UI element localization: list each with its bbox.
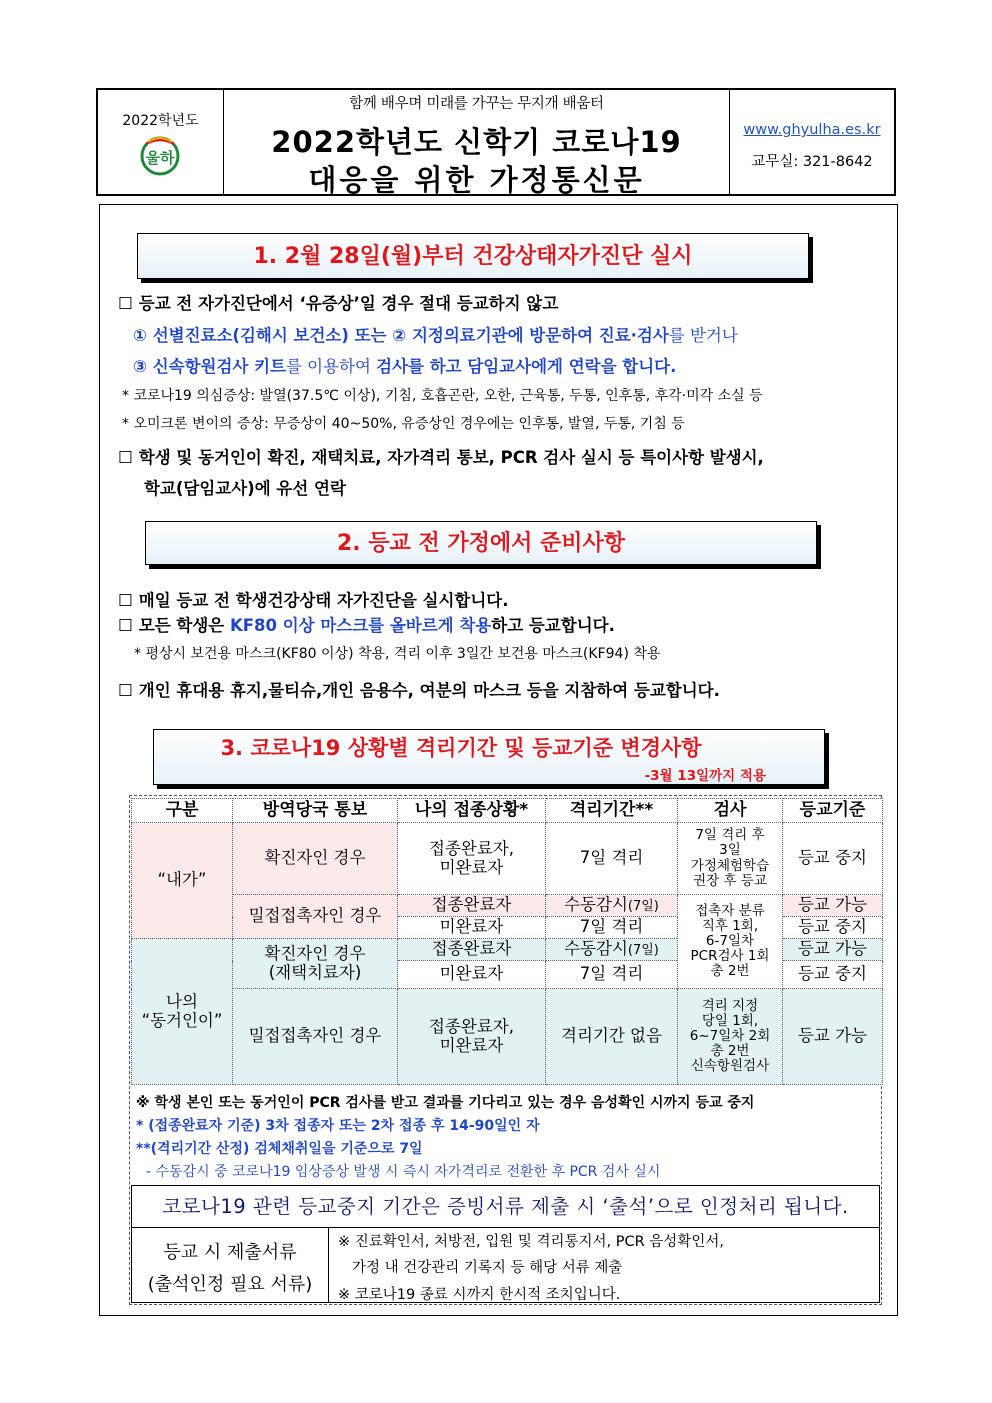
passive-monitoring-days: (7일) [627, 943, 659, 959]
category-cohabitant-line1: 나의 [166, 992, 198, 1012]
documents-label [132, 1228, 329, 1302]
checkbox-icon: ☐ [118, 294, 133, 313]
header-logo-cell [98, 90, 224, 194]
test-contact-line3: 6-7일차 [705, 932, 755, 949]
section3-heading: 3. 코로나19 상황별 격리기간 및 등교기준 변경사항 [220, 736, 702, 760]
documents-line1: ※ 진료확인서, 처방전, 입원 및 격리통지서, PCR 음성확인서, [338, 1234, 724, 1250]
category-cohabitant-line2: “동거인이” [141, 1010, 223, 1030]
col-header-category: 구분 [132, 799, 233, 823]
test-contact-line1: 접촉자 분류 [695, 902, 765, 919]
test-cohab-line3: 6~7일차 2회 [689, 1027, 771, 1044]
note-vaccinated-definition: * (접종완료자 기준) 3차 접종자 또는 2차 접종 후 14-90일인 자 [136, 1118, 540, 1134]
isolation-7days: 7일 격리 [546, 823, 678, 895]
test-cohab-line2: 당일 1회, [701, 1012, 759, 1029]
school-website-link[interactable]: www.ghyulha.es.kr [743, 122, 881, 138]
section1-note2: * 오미크론 변이의 증상: 무증상이 40~50%, 유증상인 경우에는 인후통, 발열, 두통, 기침 등 [122, 416, 685, 432]
notice-confirmed: 확진자인 경우 [233, 823, 398, 895]
vax-done: 접종완료자 [398, 939, 546, 961]
test-cohab-line4: 총 2번 [710, 1043, 750, 1060]
newsletter-header [96, 88, 896, 196]
checkbox-icon: ☐ [118, 448, 133, 467]
contact-teacher-text: 검사를 하고 담임교사에게 연락을 합니다. [376, 357, 677, 376]
section2-item1-text: 매일 등교 전 학생건강상태 자가진단을 실시합니다. [138, 591, 509, 610]
isolation-7days: 7일 격리 [546, 961, 678, 989]
documents-line3: ※ 코로나19 종료 시까지 한시적 조치입니다. [338, 1287, 621, 1303]
table-row [132, 989, 883, 1085]
attendance-allow: 등교 가능 [783, 939, 883, 961]
checkbox-icon: ☐ [118, 681, 133, 700]
quarantine-table [131, 798, 883, 1085]
header-contact-cell [730, 90, 894, 194]
category-me: “내가” [132, 823, 233, 939]
col-header-test: 검사 [678, 799, 783, 823]
notice-confirmed-home [233, 939, 398, 989]
section1-item2-text: 학생 및 동거인이 확진, 재택치료, 자가격리 통보, PCR 검사 실시 등 특이사항 발생시, [138, 448, 764, 467]
section3-subheading: -3월 13일까지 적용 [644, 768, 766, 784]
school-year-label: 2022학년도 [122, 113, 199, 129]
section1-item1-text: 등교 전 자가진단에서 ‘유증상’일 경우 절대 등교하지 않고 [138, 294, 559, 313]
documents-label-line2: (출석인정 필요 서류) [147, 1274, 313, 1295]
category-cohabitant [132, 939, 233, 1085]
section1-item1 [118, 290, 558, 314]
section2-item3 [118, 677, 720, 701]
notice-confirmed-home-line1: 확진자인 경우 [264, 944, 366, 964]
passive-monitoring [546, 895, 678, 917]
passive-monitoring-label: 수동감시 [564, 895, 628, 915]
note-pcr-waiting: ※ 학생 본인 또는 동거인이 PCR 검사를 받고 결과를 기다리고 있는 경우 음성확인 시까지 등교 중지 [136, 1095, 755, 1111]
school-logo-icon [138, 134, 182, 178]
checkbox-icon: ☐ [118, 616, 133, 635]
vax-not: 미완료자 [398, 917, 546, 939]
section1-heading: 1. 2월 28일(월)부터 건강상태자가진단 실시 [137, 233, 809, 279]
vax-both-line1: 접종완료자, [429, 839, 514, 859]
table-row [132, 823, 883, 895]
isolation-7days: 7일 격리 [546, 917, 678, 939]
test-confirmed-line2: 3일 [719, 842, 741, 859]
vax-both-line1: 접종완료자, [429, 1017, 514, 1037]
mask-requirement-text: KF80 이상 마스크를 올바르게 착용 [229, 616, 492, 635]
table-header-row [132, 799, 883, 823]
section2-note: * 평상시 보건용 마스크(KF80 이상) 착용, 격리 이후 3일간 보건용 마스크(KF94) 착용 [134, 646, 661, 662]
vax-not: 미완료자 [398, 961, 546, 989]
section1-item1-line2 [133, 322, 738, 346]
vax-both [398, 823, 546, 895]
school-motto: 함께 배우며 미래를 가꾸는 무지개 배움터 [349, 96, 604, 112]
attendance-documents-box [131, 1185, 880, 1303]
test-contact-line2: 직후 1회, [701, 917, 759, 934]
passive-monitoring-label: 수동감시 [564, 939, 628, 959]
vax-both [398, 989, 546, 1085]
note-passive-monitoring: - 수동감시 중 코로나19 임상증상 발생 시 즉시 자가격리로 전환한 후 PCR 검사 실시 [146, 1164, 661, 1180]
testing-options-suffix: 를 받거나 [668, 326, 738, 345]
section2-item2-prefix: 모든 학생은 [138, 616, 230, 635]
passive-monitoring [546, 939, 678, 961]
rapid-kit-connector: 하여 [339, 357, 377, 376]
attendance-stop: 등교 중지 [783, 917, 883, 939]
documents-list [330, 1228, 879, 1302]
col-header-notice: 방역당국 통보 [233, 799, 398, 823]
attendance-allow: 등교 가능 [783, 895, 883, 917]
section2-item2 [118, 612, 615, 636]
vax-both-line2: 미완료자 [439, 1035, 504, 1055]
documents-label-line1: 등교 시 제출서류 [163, 1242, 297, 1263]
section3-heading-box [153, 729, 825, 785]
test-cohab [678, 989, 783, 1085]
test-cohab-line1: 격리 지정 [701, 997, 759, 1014]
section1-note1: * 코로나19 의심증상: 발열(37.5℃ 이상), 기침, 호흡곤란, 오한, 근육통, 두통, 인후통, 후각·미각 소실 등 [122, 388, 763, 404]
section1-item1-line3 [133, 353, 676, 377]
notice-close-contact: 밀접접촉자인 경우 [233, 895, 398, 939]
section1-item2 [118, 444, 764, 468]
test-contact [678, 895, 783, 989]
notice-close-contact: 밀접접촉자인 경우 [233, 989, 398, 1085]
test-confirmed-line1: 7일 격리 후 [695, 827, 765, 844]
attendance-allow: 등교 가능 [783, 989, 883, 1085]
logo-text: 울하 [145, 149, 175, 167]
notice-confirmed-home-line2: (재택치료자) [268, 962, 362, 982]
section2-heading: 2. 등교 전 가정에서 준비사항 [145, 521, 817, 565]
testing-options-text: ① 선별진료소(김해시 보건소) 또는 ② 지정의료기관에 방문하여 진료·검사 [133, 326, 669, 345]
attendance-stop: 등교 중지 [783, 961, 883, 989]
rapid-kit-text: ③ 신속항원검사 키트 [133, 357, 286, 376]
checkbox-icon: ☐ [118, 591, 133, 610]
test-confirmed-line4: 권장 후 등교 [693, 872, 767, 889]
header-title-cell [224, 90, 730, 197]
attendance-stop: 등교 중지 [783, 823, 883, 895]
section1-item2-line2: 학교(담임교사)에 유선 연락 [144, 479, 346, 498]
office-phone: 교무실: 321-8642 [751, 154, 873, 170]
col-header-attendance: 등교기준 [783, 799, 883, 823]
note-isolation-calc: **(격리기간 산정) 검체채취일을 기준으로 7일 [136, 1141, 423, 1157]
documents-line2: 가정 내 건강관리 기록지 등 해당 서류 제출 [352, 1260, 623, 1276]
test-confirmed [678, 823, 783, 895]
test-contact-line4: PCR검사 1회 [690, 948, 770, 965]
rapid-kit-use-text: 를 이용 [285, 357, 340, 376]
page-title-line2: 대응을 위한 가정통신문 [308, 163, 645, 197]
test-contact-line5: 총 2번 [710, 963, 750, 980]
vax-both-line2: 미완료자 [439, 857, 504, 877]
passive-monitoring-days: (7일) [627, 899, 659, 915]
section2-item3-text: 개인 휴대용 휴지,물티슈,개인 음용수, 여분의 마스크 등을 지참하여 등교합니다. [138, 681, 720, 700]
section2-item1 [118, 587, 509, 611]
col-header-vaccination: 나의 접종상황* [398, 799, 546, 823]
attendance-banner: 코로나19 관련 등교중지 기간은 증빙서류 제출 시 ‘출석’으로 인정처리 됩니다. [132, 1186, 879, 1228]
table-row [132, 895, 883, 917]
page-title-line1: 2022학년도 신학기 코로나19 [271, 125, 682, 159]
col-header-isolation: 격리기간** [546, 799, 678, 823]
test-confirmed-line3: 가정체험학습 [690, 857, 770, 874]
isolation-none: 격리기간 없음 [546, 989, 678, 1085]
test-cohab-line5: 신속항원검사 [690, 1058, 770, 1075]
section2-item2-suffix: 하고 등교합니다. [491, 616, 615, 635]
vax-done: 접종완료자 [398, 895, 546, 917]
